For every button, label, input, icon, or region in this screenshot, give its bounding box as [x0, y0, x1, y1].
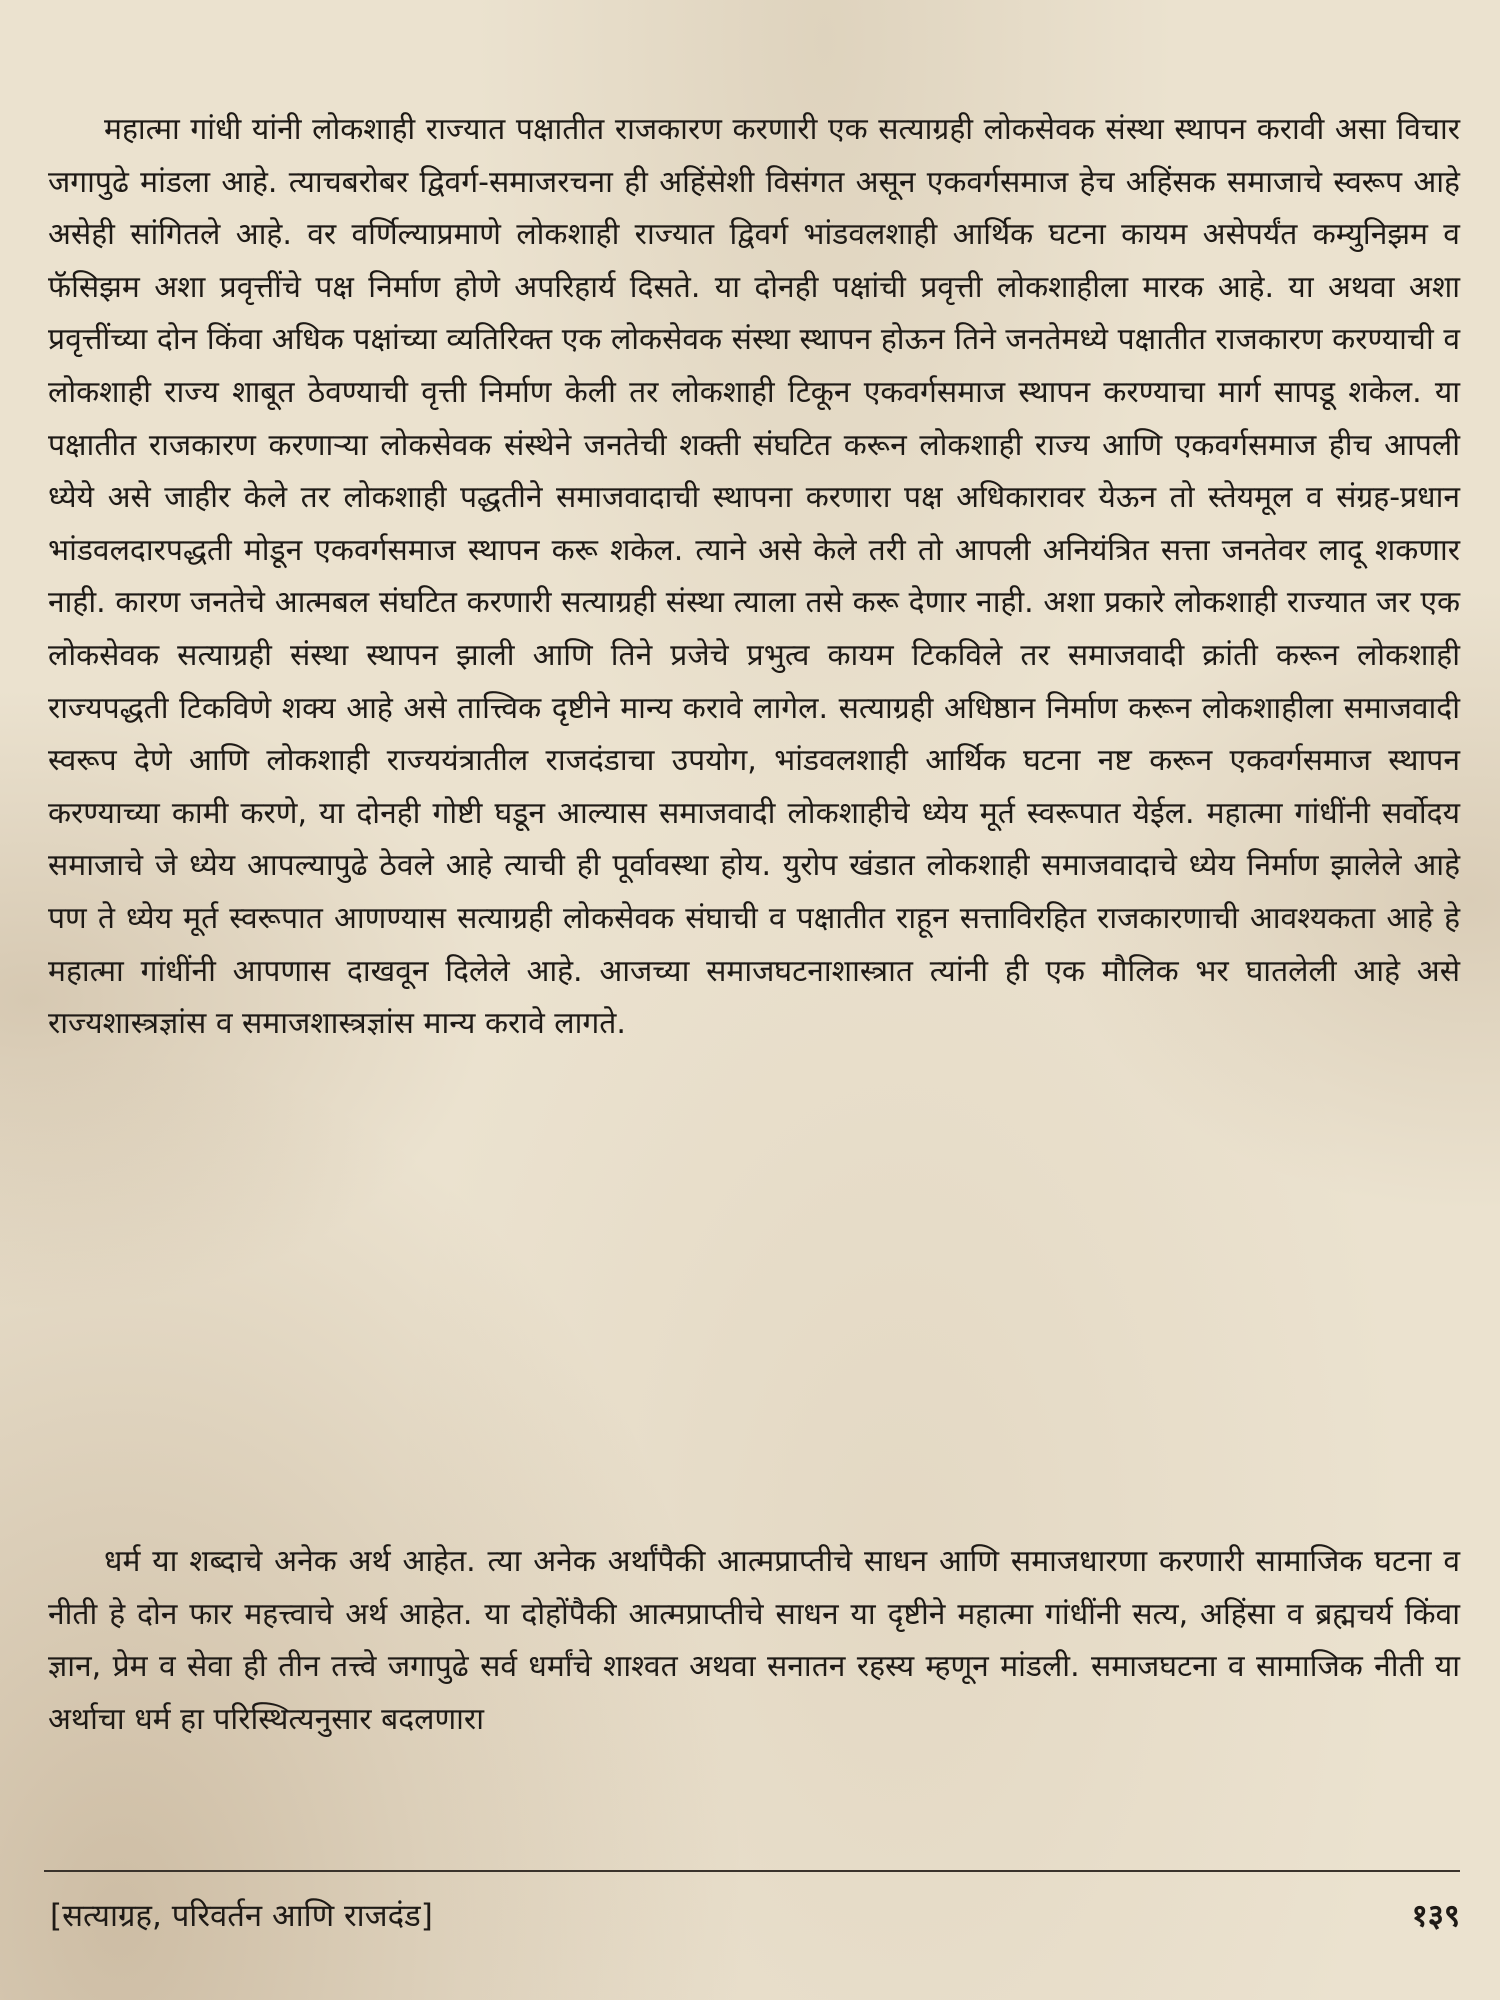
paragraph-2: धर्म या शब्दाचे अनेक अर्थ आहेत. त्या अनेक अर्थांपैकी आत्मप्राप्तीचे साधन आणि समाजधारणा करणारी सामाजिक घटना व नीती हे दोन फार महत्त्वाचे अर्थ आहेत. या दोहोंपैकी आत्मप्राप्तीचे साधन या दृष्टीने महात्मा गांधींनी सत्य, अहिंसा व ब्रह्मचर्य किंवा ज्ञान, प्रेम व सेवा ही तीन तत्त्वे जगापुढे सर्व धर्मांचे शाश्वत अथवा सनातन रहस्य म्हणून मांडली. समाजघटना व सामाजिक नीती या अर्थाचा धर्म हा परिस्थित्यनुसार बदलणारा — [48, 1544, 1460, 1737]
footer-divider — [44, 1870, 1460, 1872]
page-number: १३९ — [1411, 1898, 1460, 1934]
running-footer-title: [सत्याग्रह, परिवर्तन आणि राजदंड] — [50, 1898, 433, 1934]
paragraph-1: महात्मा गांधी यांनी लोकशाही राज्यात पक्षातीत राजकारण करणारी एक सत्याग्रही लोकसेवक संस्था स्थापन करावी असा विचार जगापुढे मांडला आहे. त्याचबरोबर द्विवर्ग-समाजरचना ही अहिंसेशी विसंगत असून एकवर्गसमाज हेच अहिंसक समाजाचे स्वरूप आहे असेही सांगितले आहे. वर वर्णिल्याप्रमाणे लोकशाही राज्यात द्विवर्ग भांडवलशाही आर्थिक घटना कायम असेपर्यंत कम्युनिझम व फॅसिझम अशा प्रवृत्तींचे पक्ष निर्माण होणे अपरिहार्य दिसते. या दोनही पक्षांची प्रवृत्ती लोकशाहीला मारक आहे. या अथवा अशा प्रवृत्तींच्या दोन किंवा अधिक पक्षांच्या व्यतिरिक्त एक लोकसेवक संस्था स्थापन होऊन तिने जनतेमध्ये पक्षातीत राजकारण करण्याची व लोकशाही राज्य शाबूत ठेवण्याची वृत्ती निर्माण केली तर लोकशाही टिकून एकवर्गसमाज स्थापन करण्याचा मार्ग सापडू शकेल. या पक्षातीत राजकारण करणाऱ्या लोकसेवक संस्थेने जनतेची शक्ती संघटित करून लोकशाही राज्य आणि एकवर्गसमाज हीच आपली ध्येये असे जाहीर केले तर लोकशाही पद्धतीने समाजवादाची स्थापना करणारा पक्ष अधिकारावर येऊन तो स्तेयमूल व संग्रह-प्रधान भांडवलदारपद्धती मोडून एकवर्गसमाज स्थापन करू शकेल. त्याने असे केले तरी तो आपली अनियंत्रित सत्ता जनतेवर लादू शकणार नाही. कारण जनतेचे आत्मबल संघटित करणारी सत्याग्रही संस्था त्याला तसे करू देणार नाही. अशा प्रकारे लोकशाही राज्यात जर एक लोकसेवक सत्याग्रही संस्था स्थापन झाली आणि तिने प्रजेचे प्रभुत्व कायम टिकविले तर समाजवादी क्रांती करून लोकशाही राज्यपद्धती टिकविणे शक्य आहे असे तात्त्विक दृष्टीने मान्य करावे लागेल. सत्याग्रही अधिष्ठान निर्माण करून लोकशाहीला समाजवादी स्वरूप देणे आणि लोकशाही राज्ययंत्रातील राजदंडाचा उपयोग, भांडवलशाही आर्थिक घटना नष्ट करून एकवर्गसमाज स्थापन करण्याच्या कामी करणे, या दोनही गोष्टी घडून आल्यास समाजवादी लोकशाहीचे ध्येय मूर्त स्वरूपात येईल. महात्मा गांधींनी सर्वोदय समाजाचे जे ध्येय आपल्यापुढे ठेवले आहे त्याची ही पूर्वावस्था होय. युरोप खंडात लोकशाही समाजवादाचे ध्येय निर्माण झालेले आहे पण ते ध्येय मूर्त स्वरूपात आणण्यास सत्याग्रही लोकसेवक संघाची व पक्षातीत राहून सत्ताविरहित राजकारणाची आवश्यकता आहे हे महात्मा गांधींनी आपणास दाखवून दिलेले आहे. आजच्या समाजघटनाशास्त्रात त्यांनी ही एक मौलिक भर घातलेली आहे असे राज्यशास्त्रज्ञांस व समाजशास्त्रज्ञांस मान्य करावे लागते. — [48, 112, 1460, 1042]
